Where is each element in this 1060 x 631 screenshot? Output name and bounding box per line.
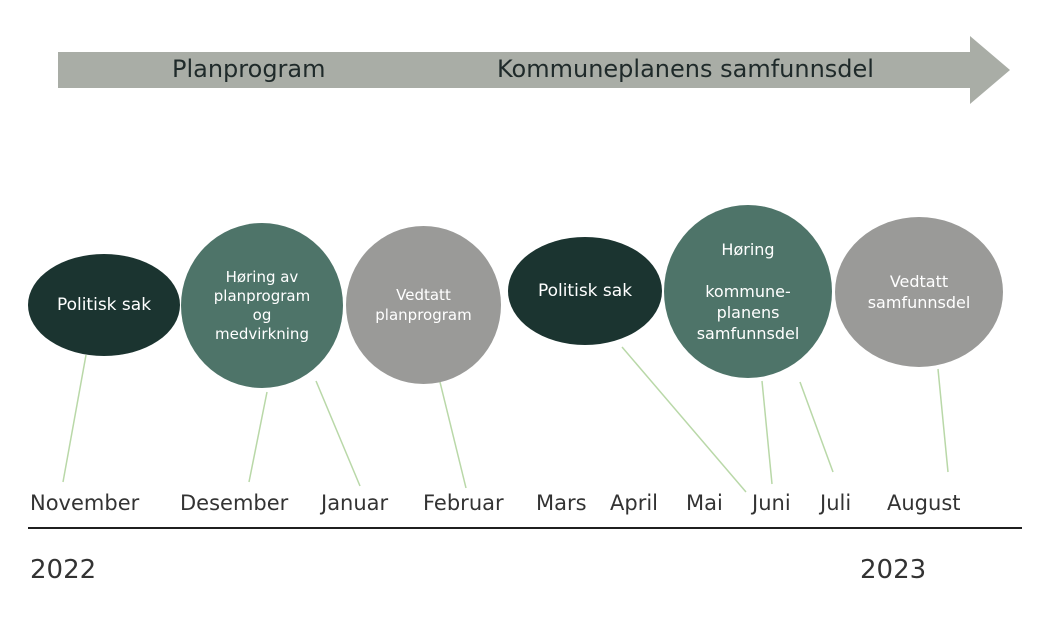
arrow-label-planprogram: Planprogram xyxy=(172,55,326,83)
arrow-label-samfunnsdel: Kommuneplanens samfunnsdel xyxy=(497,55,874,83)
month-label: Mai xyxy=(686,491,723,515)
milestone-horing-samfunnsdel xyxy=(664,205,832,378)
milestone-politisk-sak-2 xyxy=(508,237,662,345)
milestone-vedtatt-planprogram xyxy=(346,226,501,384)
milestone-label: Høring av planprogram og medvirkning xyxy=(213,267,311,343)
milestone-horing-planprogram xyxy=(181,223,343,388)
milestone-vedtatt-samfunnsdel xyxy=(835,217,1003,367)
connector-line-horing-planprogram-end xyxy=(316,381,360,486)
year-label-start: 2022 xyxy=(30,555,97,585)
connector-line-politisk-sak-1 xyxy=(63,355,86,482)
month-label: Juni xyxy=(752,491,791,515)
year-label-end: 2023 xyxy=(860,555,927,585)
month-label: Mars xyxy=(536,491,587,515)
month-label: April xyxy=(610,491,658,515)
milestone-label: Høring kommune- planens samfunnsdel xyxy=(696,240,800,343)
connector-line-horing-samfunnsdel-end xyxy=(800,382,833,472)
month-label: Desember xyxy=(180,491,289,515)
month-label: Februar xyxy=(423,491,504,515)
connector-line-vedtatt-planprogram xyxy=(439,378,466,488)
milestone-label: Politisk sak xyxy=(537,281,633,301)
month-label: November xyxy=(30,491,140,515)
month-label: August xyxy=(887,491,961,515)
milestone-label: Politisk sak xyxy=(56,295,152,315)
connector-line-horing-samfunnsdel-start xyxy=(762,381,772,484)
month-label: Januar xyxy=(321,491,389,515)
milestone-label: Vedtatt samfunnsdel xyxy=(867,272,971,312)
connector-line-horing-planprogram-start xyxy=(249,392,267,482)
milestone-politisk-sak-1 xyxy=(28,254,180,356)
month-label: Juli xyxy=(820,491,852,515)
milestone-label: Vedtatt planprogram xyxy=(375,286,472,324)
connector-line-vedtatt-samfunnsdel xyxy=(938,369,948,472)
